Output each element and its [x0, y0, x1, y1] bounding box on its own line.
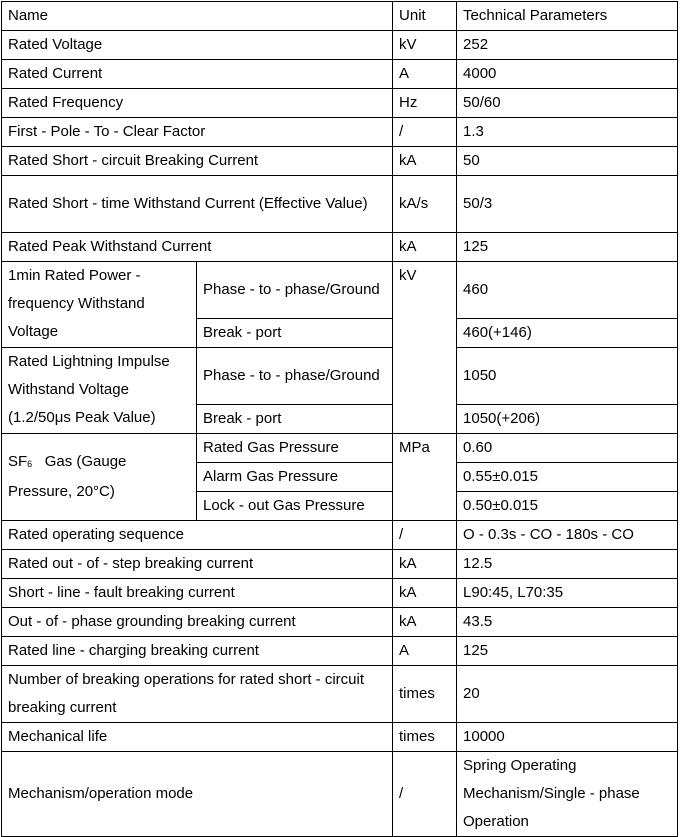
table-row: [2, 147, 678, 176]
table-row: [2, 637, 678, 666]
header-row: [2, 2, 678, 31]
table-row: [2, 579, 678, 608]
gas-item-value: 0.60: [457, 434, 678, 463]
param-value: 50/3: [457, 176, 678, 233]
param-name: Mechanism/operation mode: [2, 752, 393, 837]
spec-table: [1, 1, 678, 837]
param-unit: times: [393, 666, 457, 723]
param-unit: kA: [393, 579, 457, 608]
param-value: 50/60: [457, 89, 678, 118]
param-value: 125: [457, 637, 678, 666]
param-unit: kA/s: [393, 176, 457, 233]
param-value: 4000: [457, 60, 678, 89]
gas-unit: MPa: [393, 434, 457, 521]
param-name: Rated Current: [2, 60, 393, 89]
param-name: Rated Short - time Withstand Current (Effective Value): [2, 176, 393, 233]
param-value: O - 0.3s - CO - 180s - CO: [457, 521, 678, 550]
table-row: [2, 666, 678, 723]
table-row: [2, 752, 678, 837]
gas-name-prefix: SF: [8, 453, 28, 470]
param-value: L90:45, L70:35: [457, 579, 678, 608]
table-row: [2, 31, 678, 60]
table-row: [2, 118, 678, 147]
table-row: [2, 521, 678, 550]
param-unit: /: [393, 521, 457, 550]
param-value: 12.5: [457, 550, 678, 579]
table-row: [2, 176, 678, 233]
param-name: Short - line - fault breaking current: [2, 579, 393, 608]
param-value: 1.3: [457, 118, 678, 147]
param-name: Rated Peak Withstand Current: [2, 233, 393, 262]
param-value: 50: [457, 147, 678, 176]
param-name: Rated Frequency: [2, 89, 393, 118]
param-unit: Hz: [393, 89, 457, 118]
power-frequency-phase-label: Phase - to - phase/Ground: [197, 262, 393, 319]
table-row: [2, 89, 678, 118]
param-value: 20: [457, 666, 678, 723]
table-row: [2, 550, 678, 579]
gas-item-value: 0.55±0.015: [457, 463, 678, 492]
param-name: Number of breaking operations for rated short - circuit breaking current: [2, 666, 393, 723]
withstand-unit: kV: [393, 262, 457, 434]
param-name: First - Pole - To - Clear Factor: [2, 118, 393, 147]
power-frequency-phase-value: 460: [457, 262, 678, 319]
param-unit: kA: [393, 233, 457, 262]
param-value: 43.5: [457, 608, 678, 637]
power-frequency-name: 1min Rated Power - frequency Withstand Voltage: [2, 262, 197, 348]
param-name: Out - of - phase grounding breaking current: [2, 608, 393, 637]
param-value: 252: [457, 31, 678, 60]
lightning-phase-value: 1050: [457, 348, 678, 405]
param-unit: A: [393, 60, 457, 89]
param-name: Rated line - charging breaking current: [2, 637, 393, 666]
table-row: [2, 233, 678, 262]
param-unit: A: [393, 637, 457, 666]
param-name: Rated Short - circuit Breaking Current: [2, 147, 393, 176]
power-frequency-break-value: 460(+146): [457, 319, 678, 348]
gas-row: [2, 434, 678, 463]
header-unit: Unit: [393, 2, 457, 31]
param-unit: kA: [393, 550, 457, 579]
header-params: Technical Parameters: [457, 2, 678, 31]
param-value: 125: [457, 233, 678, 262]
gas-item-label: Alarm Gas Pressure: [197, 463, 393, 492]
gas-name: [2, 434, 197, 521]
param-unit: kA: [393, 147, 457, 176]
param-name: Rated operating sequence: [2, 521, 393, 550]
lightning-phase-label: Phase - to - phase/Ground: [197, 348, 393, 405]
gas-item-label: Rated Gas Pressure: [197, 434, 393, 463]
param-unit: times: [393, 723, 457, 752]
power-frequency-row: [2, 262, 678, 319]
lightning-break-label: Break - port: [197, 405, 393, 434]
gas-item-value: 0.50±0.015: [457, 492, 678, 521]
power-frequency-break-label: Break - port: [197, 319, 393, 348]
table-row: [2, 608, 678, 637]
param-unit: kV: [393, 31, 457, 60]
param-name: Mechanical life: [2, 723, 393, 752]
param-name: Rated out - of - step breaking current: [2, 550, 393, 579]
header-name: Name: [2, 2, 393, 31]
lightning-name: Rated Lightning Impulse Withstand Voltage (1.2/50μs Peak Value): [2, 348, 197, 434]
gas-name-suffix: Gas (Gauge Pressure, 20°C): [8, 453, 131, 500]
param-name: Rated Voltage: [2, 31, 393, 60]
gas-item-label: Lock - out Gas Pressure: [197, 492, 393, 521]
param-unit: /: [393, 752, 457, 837]
param-unit: kA: [393, 608, 457, 637]
gas-name-sub: 6: [27, 459, 33, 469]
lightning-break-value: 1050(+206): [457, 405, 678, 434]
table-row: [2, 723, 678, 752]
lightning-row: [2, 348, 678, 405]
param-unit: /: [393, 118, 457, 147]
param-value: 10000: [457, 723, 678, 752]
table-row: [2, 60, 678, 89]
param-value: Spring Operating Mechanism/Single - phase Operation: [457, 752, 678, 837]
